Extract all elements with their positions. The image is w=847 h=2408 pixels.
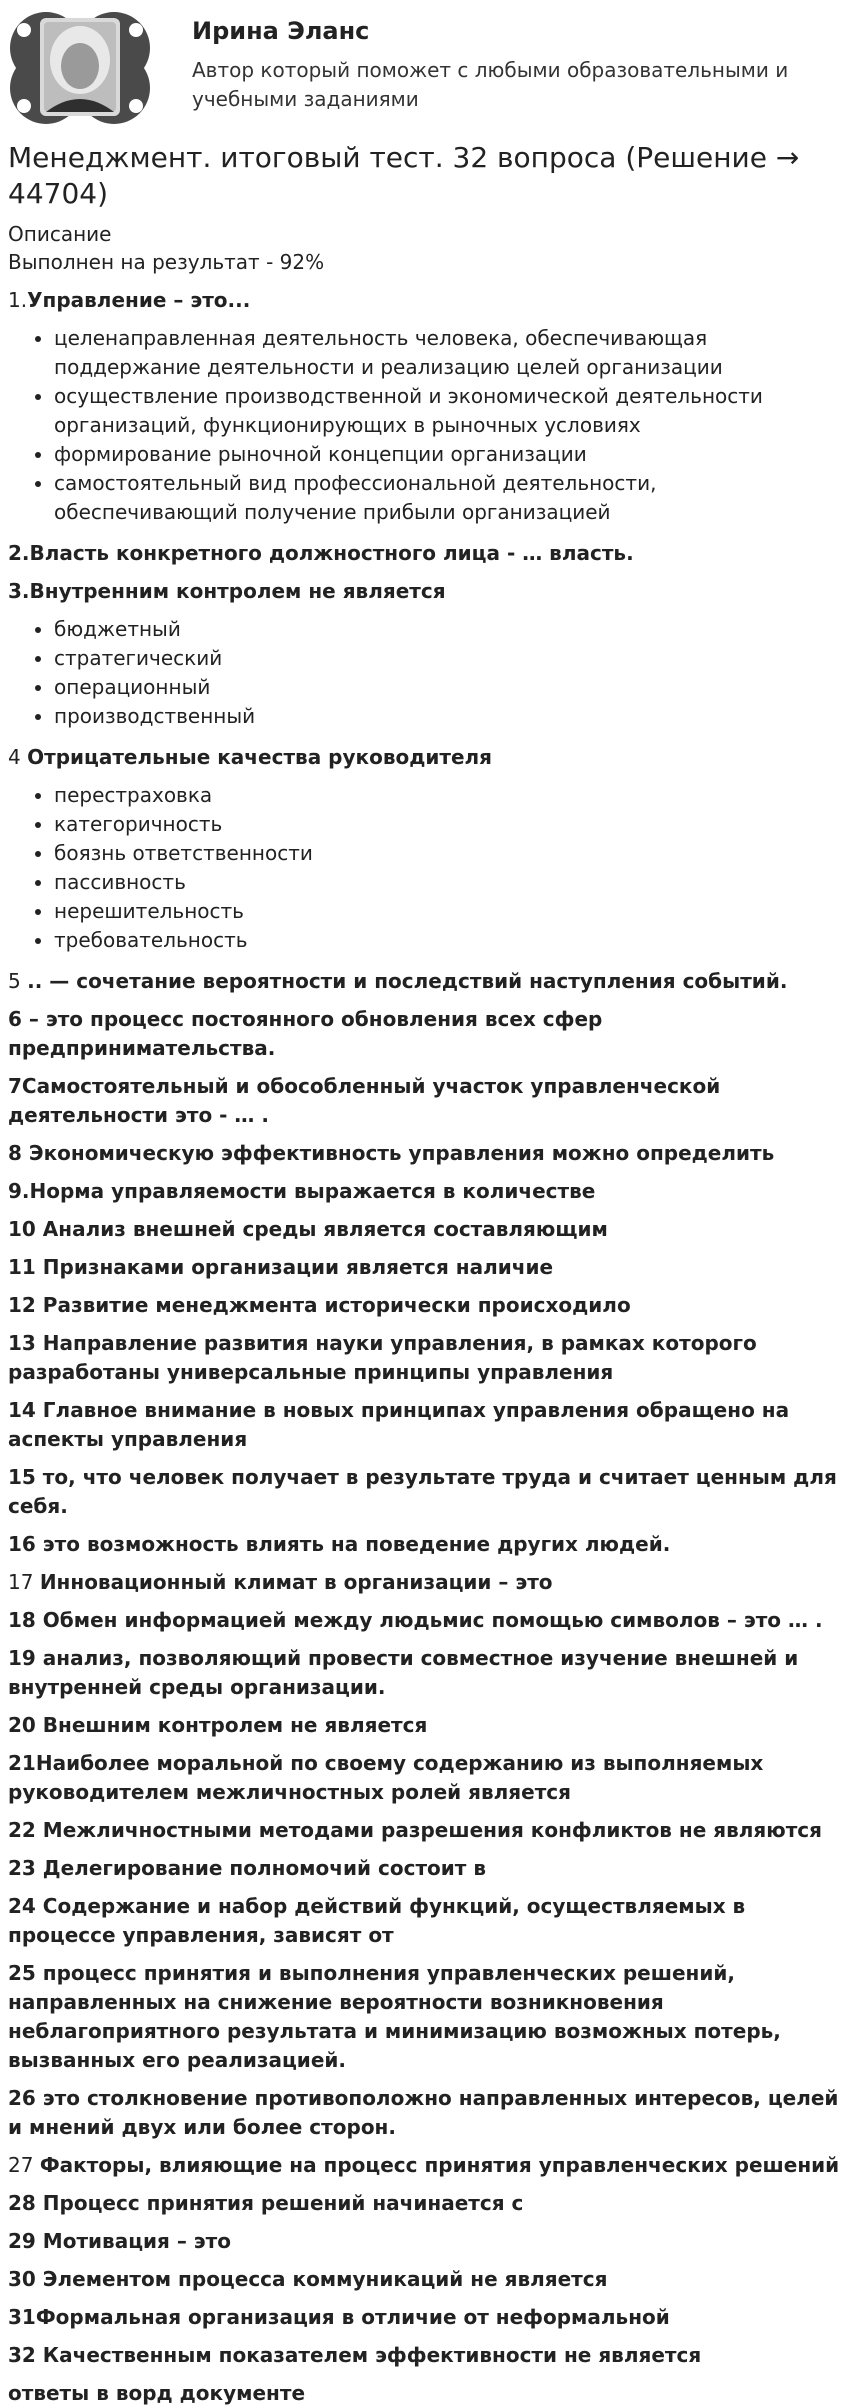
question-number: 22 xyxy=(8,1818,43,1842)
question-number: 30 xyxy=(8,2267,43,2291)
question-number: 16 xyxy=(8,1532,43,1556)
question-text: Инновационный климат в организации – это xyxy=(39,1570,553,1594)
question-number: 17 xyxy=(8,1570,40,1594)
answer-option: • перестраховка xyxy=(54,781,840,810)
question-text: Управление – это... xyxy=(27,288,251,312)
author-name[interactable]: Ирина Эланс xyxy=(192,17,370,45)
footer-note: ответы в ворд документе xyxy=(8,2381,306,2405)
question-text: Внешним контролем не является xyxy=(42,1713,428,1737)
question-number: 32 xyxy=(8,2343,43,2367)
question-item xyxy=(8,1291,840,1320)
question-item xyxy=(8,1711,840,1740)
question-number: 31 xyxy=(8,2305,36,2329)
question-text: Процесс принятия решений начинается с xyxy=(42,2191,524,2215)
question-number: 20 xyxy=(8,1713,43,1737)
question-item xyxy=(8,1177,840,1206)
answer-option: • целенаправленная деятельность человека, обеспечивающая поддержание деятельности и реализацию целей организации xyxy=(54,324,840,382)
question-number: 24 xyxy=(8,1894,43,1918)
question-text: Власть конкретного должностного лица - … власть. xyxy=(29,541,634,565)
question-text: Внутренним контролем не является xyxy=(29,579,446,603)
question-item xyxy=(8,2341,840,2370)
question-text: Мотивация – это xyxy=(42,2229,231,2253)
question-item xyxy=(8,1329,840,1387)
question-number: 4 xyxy=(8,745,28,769)
answer-option: • требовательность xyxy=(54,926,840,955)
question-text: Качественным показателем эффективности не является xyxy=(42,2343,702,2367)
question-text: Межличностными методами разрешения конфликтов не являются xyxy=(42,1818,822,1842)
answer-option: • стратегический xyxy=(54,644,840,673)
answer-option: • боязнь ответственности xyxy=(54,839,840,868)
question-number: 19 xyxy=(8,1646,43,1670)
page-title: Менеджмент. итоговый тест. 32 вопроса (Решение → 44704) xyxy=(8,141,800,210)
question-item xyxy=(8,2084,840,2142)
answer-option: • нерешительность xyxy=(54,897,840,926)
question-number: 2. xyxy=(8,541,30,565)
question-text: Направление развития науки управления, в рамках которого разработаны универсальные принципы управления xyxy=(8,1331,757,1384)
question-item xyxy=(8,1854,840,1883)
question-number: 5 xyxy=(8,969,28,993)
question-number: 11 xyxy=(8,1255,43,1279)
question-text: Элементом процесса коммуникаций не является xyxy=(42,2267,608,2291)
question-item xyxy=(8,577,840,606)
question-number: 28 xyxy=(8,2191,43,2215)
question-text: Обмен информацией между людьмис помощью символов – это … . xyxy=(42,1608,823,1632)
question-item xyxy=(8,967,840,996)
answer-option: • пассивность xyxy=(54,868,840,897)
answer-option: • самостоятельный вид профессиональной деятельности, обеспечивающий получение прибыли организацией xyxy=(54,469,840,527)
question-number: 8 xyxy=(8,1141,29,1165)
question-text: Развитие менеджмента исторически происходило xyxy=(42,1293,631,1317)
author-card xyxy=(6,8,841,128)
question-number: 14 xyxy=(8,1398,43,1422)
question-text: то, что человек получает в результате труда и считает ценным для себя. xyxy=(8,1465,837,1518)
question-text: Содержание и набор действий функций, осуществляемых в процессе управления, зависят от xyxy=(8,1894,746,1947)
question-number: 26 xyxy=(8,2086,43,2110)
question-item xyxy=(8,1139,840,1168)
question-number: 21 xyxy=(8,1751,36,1775)
question-item xyxy=(8,2265,840,2294)
result-text: Выполнен на результат - 92% xyxy=(8,250,325,274)
question-item xyxy=(8,1253,840,1282)
question-number: 23 xyxy=(8,1856,43,1880)
question-text: Наиболее моральной по своему содержанию из выполняемых руководителем межличностных ролей является xyxy=(8,1751,764,1804)
question-number: 18 xyxy=(8,1608,43,1632)
question-item xyxy=(8,286,840,315)
answer-option: • бюджетный xyxy=(54,615,840,644)
question-item xyxy=(8,1749,840,1807)
question-number: 27 xyxy=(8,2153,40,2177)
question-number: 7 xyxy=(8,1074,22,1098)
answer-option: • операционный xyxy=(54,673,840,702)
question-number: 9. xyxy=(8,1179,30,1203)
answer-options xyxy=(8,615,840,731)
description-label: Описание xyxy=(8,222,112,246)
author-avatar[interactable] xyxy=(6,8,154,126)
question-text: Факторы, влияющие на процесс принятия управленческих решений xyxy=(39,2153,840,2177)
question-text: процесс принятия и выполнения управленческих решений, направленных на снижение вероятности возникновения неблагоприятного результата и минимизацию возможных потерь, вызванных его реализацией. xyxy=(8,1961,781,2072)
answer-option: • формирование рыночной концепции организации xyxy=(54,440,840,469)
question-item xyxy=(8,539,840,568)
answer-option: • осуществление производственной и экономической деятельности организаций, функционирующих в рыночных условиях xyxy=(54,382,840,440)
question-item xyxy=(8,1644,840,1702)
question-number: 10 xyxy=(8,1217,43,1241)
question-number: 12 xyxy=(8,1293,43,1317)
question-item xyxy=(8,1892,840,1950)
question-text: анализ, позволяющий провести совместное изучение внешней и внутренней среды организации. xyxy=(8,1646,799,1699)
question-text: Признаками организации является наличие xyxy=(42,1255,554,1279)
question-text: Самостоятельный и обособленный участок управленческой деятельности это - … . xyxy=(8,1074,721,1127)
questions-list xyxy=(8,286,840,2370)
question-item xyxy=(8,2227,840,2256)
question-text: Делегирование полномочий состоит в xyxy=(42,1856,486,1880)
question-text: Формальная организация в отличие от неформальной xyxy=(35,2305,670,2329)
question-item xyxy=(8,1463,840,1521)
question-item xyxy=(8,2303,840,2332)
question-number: 25 xyxy=(8,1961,43,1985)
question-item xyxy=(8,1959,840,2075)
question-item xyxy=(8,1606,840,1635)
question-number: 1. xyxy=(8,288,28,312)
question-item xyxy=(8,743,840,772)
question-number: 29 xyxy=(8,2229,43,2253)
question-item xyxy=(8,1215,840,1244)
question-item xyxy=(8,1816,840,1845)
question-number: 3. xyxy=(8,579,30,603)
question-text: Норма управляемости выражается в количестве xyxy=(29,1179,596,1203)
question-item xyxy=(8,1568,840,1597)
question-item xyxy=(8,1005,840,1063)
question-text: Анализ внешней среды является составляющим xyxy=(42,1217,608,1241)
question-text: Главное внимание в новых принципах управления обращено на аспекты управления xyxy=(8,1398,790,1451)
question-item xyxy=(8,2189,840,2218)
question-text: – это процесс постоянного обновления всех сфер предпринимательства. xyxy=(8,1007,603,1060)
question-number: 6 xyxy=(8,1007,29,1031)
question-text: Отрицательные качества руководителя xyxy=(27,745,493,769)
question-item xyxy=(8,2151,840,2180)
author-description: Автор который поможет с любыми образовательными и учебными заданиями xyxy=(192,58,789,111)
question-text: это возможность влиять на поведение других людей. xyxy=(42,1532,671,1556)
question-number: 15 xyxy=(8,1465,43,1489)
question-number: 13 xyxy=(8,1331,43,1355)
question-text: .. — сочетание вероятности и последствий наступления событий. xyxy=(27,969,788,993)
question-item xyxy=(8,1530,840,1559)
answer-options xyxy=(8,781,840,955)
main-content xyxy=(8,140,840,2408)
question-item xyxy=(8,1396,840,1454)
answer-option: • категоричность xyxy=(54,810,840,839)
answer-options xyxy=(8,324,840,527)
question-item xyxy=(8,1072,840,1130)
question-text: это столкновение противоположно направленных интересов, целей и мнений двух или более сторон. xyxy=(8,2086,839,2139)
answer-option: • производственный xyxy=(54,702,840,731)
question-text: Экономическую эффективность управления можно определить xyxy=(28,1141,775,1165)
